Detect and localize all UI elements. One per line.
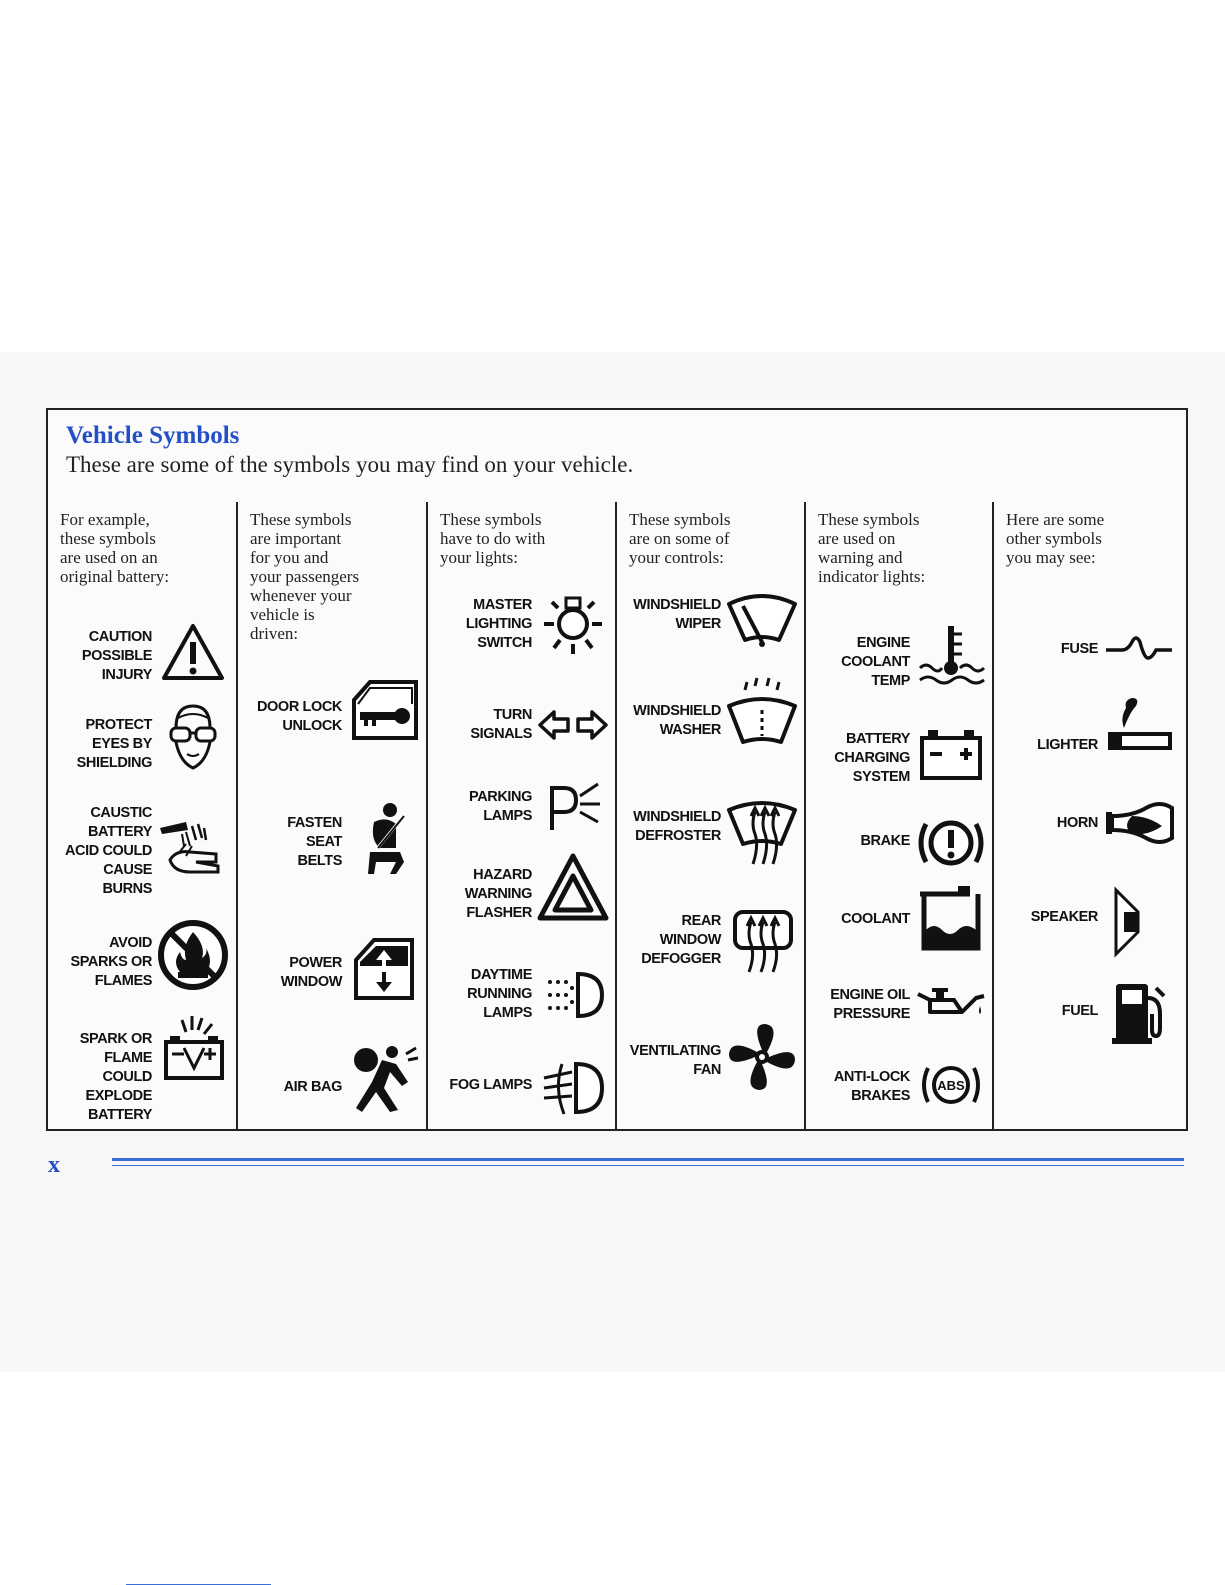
symbol-label: SPARK OR FLAME COULD EXPLODE BATTERY <box>79 1031 152 1123</box>
speaker-icon <box>1102 884 1176 958</box>
no-flame-icon <box>156 918 230 992</box>
master-lighting-icon <box>536 586 610 660</box>
symbol-label: WINDSHIELD DEFROSTER <box>633 809 721 844</box>
hazard-triangle-icon <box>536 852 610 926</box>
svg-text:ABS: ABS <box>937 1078 965 1093</box>
column-battery <box>48 502 238 1129</box>
fuse-icon <box>1102 612 1176 686</box>
coolant-icon <box>914 880 988 954</box>
symbol-label: MASTER LIGHTING SWITCH <box>465 597 532 651</box>
column-intro: These symbols are important for you and your passengers whenever your vehicle is driven: <box>250 510 360 643</box>
exploding-battery-icon <box>156 1010 230 1084</box>
symbol-label: REAR WINDOW DEFOGGER <box>641 913 721 967</box>
page-subtitle: These are some of the symbols you may find on your vehicle. <box>66 452 634 477</box>
column-lights <box>426 502 618 1129</box>
symbol-label: VENTILATING FAN <box>629 1043 721 1078</box>
column-intro: For example, these symbols are used on an original battery: <box>60 510 170 586</box>
symbol-label: POWER WINDOW <box>280 955 342 990</box>
symbol-label: TURN SIGNALS <box>470 707 532 742</box>
seat-belt-icon <box>346 800 420 874</box>
symbol-label: ENGINE COOLANT TEMP <box>841 635 910 689</box>
symbol-label: PARKING LAMPS <box>469 789 532 824</box>
turn-signals-icon <box>536 688 610 762</box>
horn-icon <box>1102 786 1176 860</box>
column-warning-lights <box>804 502 996 1129</box>
abs-icon <box>914 1048 988 1122</box>
symbol-label: DAYTIME RUNNING LAMPS <box>467 967 532 1021</box>
oil-can-icon <box>914 966 988 1040</box>
symbol-label: FUEL <box>1061 1003 1098 1019</box>
symbol-label: HAZARD WARNING FLASHER <box>464 867 532 921</box>
column-other <box>992 502 1184 1129</box>
symbol-label: AVOID SPARKS OR FLAMES <box>70 935 152 989</box>
fuel-pump-icon <box>1102 974 1176 1048</box>
symbol-label: DOOR LOCK UNLOCK <box>256 699 342 734</box>
door-lock-icon <box>346 674 420 748</box>
column-intro: These symbols have to do with your lights: <box>440 510 546 567</box>
battery-icon <box>914 720 988 794</box>
vehicle-symbols-panel <box>46 408 1188 1131</box>
symbol-label: PROTECT EYES BY SHIELDING <box>76 717 152 771</box>
symbol-label: FUSE <box>1060 641 1098 657</box>
footer-rule-thin <box>112 1165 1184 1166</box>
warning-triangle-icon <box>156 616 230 690</box>
wiper-icon <box>725 584 799 658</box>
washer-icon <box>725 676 799 750</box>
symbol-label: HORN <box>1056 815 1098 831</box>
power-window-icon <box>346 932 420 1006</box>
symbol-label: SPEAKER <box>1030 909 1098 925</box>
symbol-label: CAUTION POSSIBLE INJURY <box>81 629 152 683</box>
symbol-label: FASTEN SEAT BELTS <box>287 815 342 869</box>
column-passengers <box>236 502 428 1129</box>
lighter-icon <box>1102 682 1176 756</box>
page-title: Vehicle Symbols <box>66 422 240 449</box>
face-goggles-icon <box>156 698 230 772</box>
symbol-label: WINDSHIELD WASHER <box>633 703 721 738</box>
rear-defogger-icon <box>725 904 799 978</box>
column-controls <box>615 502 807 1129</box>
column-intro: These symbols are on some of your controls: <box>629 510 731 567</box>
acid-hand-icon <box>156 810 230 884</box>
column-intro: These symbols are used on warning and indicator lights: <box>818 510 926 586</box>
symbol-label: BRAKE <box>860 833 910 849</box>
symbol-label: BATTERY CHARGING SYSTEM <box>834 731 910 785</box>
symbol-label: ENGINE OIL PRESSURE <box>830 987 910 1022</box>
symbol-label: LIGHTER <box>1037 737 1098 753</box>
symbol-label: CAUSTIC BATTERY ACID COULD CAUSE BURNS <box>64 805 152 897</box>
page-number: x <box>48 1152 60 1178</box>
symbol-label: WINDSHIELD WIPER <box>633 597 721 632</box>
footer-rule <box>112 1158 1184 1161</box>
symbol-label: COOLANT <box>841 911 910 927</box>
column-intro: Here are some other symbols you may see: <box>1006 510 1105 567</box>
symbol-label: ANTI-LOCK BRAKES <box>833 1069 910 1104</box>
defroster-icon <box>725 794 799 868</box>
symbol-label: AIR BAG <box>283 1079 342 1095</box>
parking-lamps-icon <box>536 770 610 844</box>
fan-icon <box>725 1020 799 1094</box>
symbol-label: FOG LAMPS <box>449 1077 532 1093</box>
coolant-temp-icon <box>914 622 988 696</box>
brake-icon <box>914 806 988 880</box>
fog-lamps-icon <box>536 1048 610 1122</box>
daytime-lamps-icon <box>536 958 610 1032</box>
air-bag-icon <box>346 1038 420 1112</box>
